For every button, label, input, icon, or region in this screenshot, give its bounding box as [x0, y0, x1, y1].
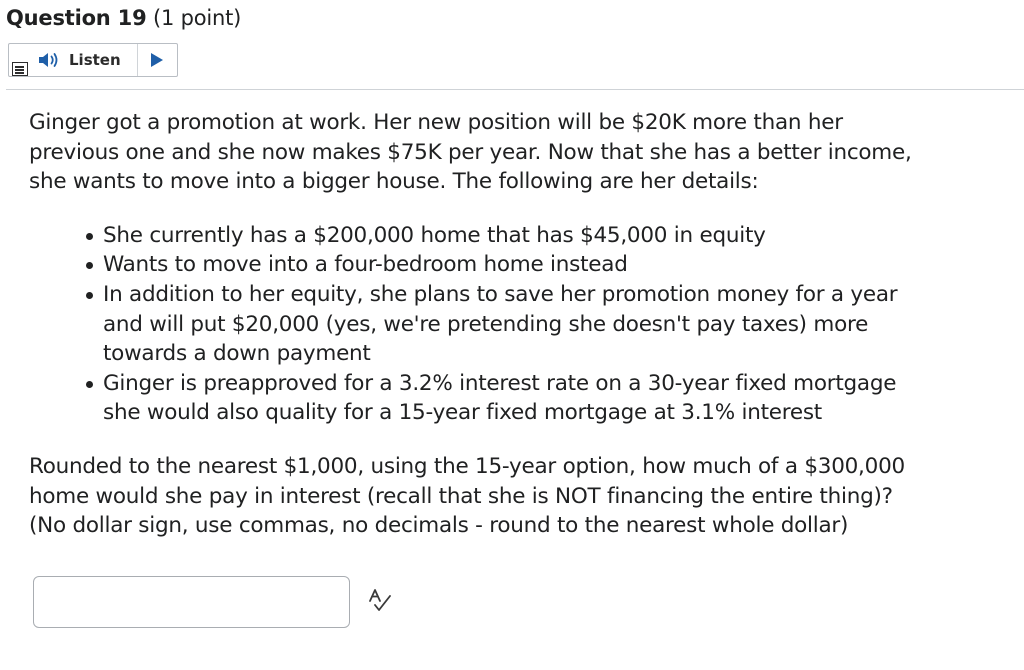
list-item-line: and will put $20,000 (yes, we're pretending she doesn't pay taxes) more [103, 311, 869, 337]
list-item-line: towards a down payment [103, 341, 371, 367]
header-divider [6, 89, 1024, 90]
prompt-line: home would she pay in interest (recall that she is NOT financing the entire thing)? [29, 483, 893, 509]
details-list [103, 221, 989, 428]
listen-label: Listen [69, 51, 121, 69]
list-item-line: In addition to her equity, she plans to save her promotion money for a year [103, 281, 898, 307]
play-icon [150, 52, 164, 68]
list-item [103, 280, 989, 369]
list-item [103, 250, 989, 280]
question-title [6, 4, 241, 32]
intro-line: she wants to move into a bigger house. The following are her details: [29, 169, 759, 195]
prompt-paragraph [29, 452, 989, 541]
list-item-line: she would also quality for a 15-year fixed mortgage at 3.1% interest [103, 400, 822, 426]
question-number: Question 19 [6, 6, 147, 30]
list-item-line: She currently has a $200,000 home that has $45,000 in equity [103, 222, 766, 248]
intro-paragraph [29, 108, 989, 197]
readspeaker-toolbar [8, 43, 178, 77]
toolbar-divider [137, 44, 138, 76]
intro-line: Ginger got a promotion at work. Her new position will be $20K more than her [29, 110, 843, 135]
prompt-line: Rounded to the nearest $1,000, using the 15-year option, how much of a $300,000 [29, 453, 905, 479]
listen-button[interactable] [37, 48, 134, 72]
list-item [103, 221, 989, 251]
spellcheck-icon[interactable] [366, 588, 394, 614]
list-item-line: Wants to move into a four-bedroom home instead [103, 252, 628, 278]
menu-icon[interactable] [12, 62, 28, 76]
question-points: (1 point) [152, 6, 242, 30]
list-item [103, 369, 989, 428]
intro-line: previous one and she now makes $75K per year. Now that she has a better income, [29, 139, 912, 165]
answer-input[interactable] [33, 576, 350, 628]
question-text [29, 108, 989, 541]
speaker-icon [37, 50, 63, 70]
play-button[interactable] [144, 48, 170, 72]
list-item-line: Ginger is preapproved for a 3.2% interest rate on a 30-year fixed mortgage [103, 370, 897, 396]
prompt-line: (No dollar sign, use commas, no decimals - round to the nearest whole dollar) [29, 513, 849, 539]
